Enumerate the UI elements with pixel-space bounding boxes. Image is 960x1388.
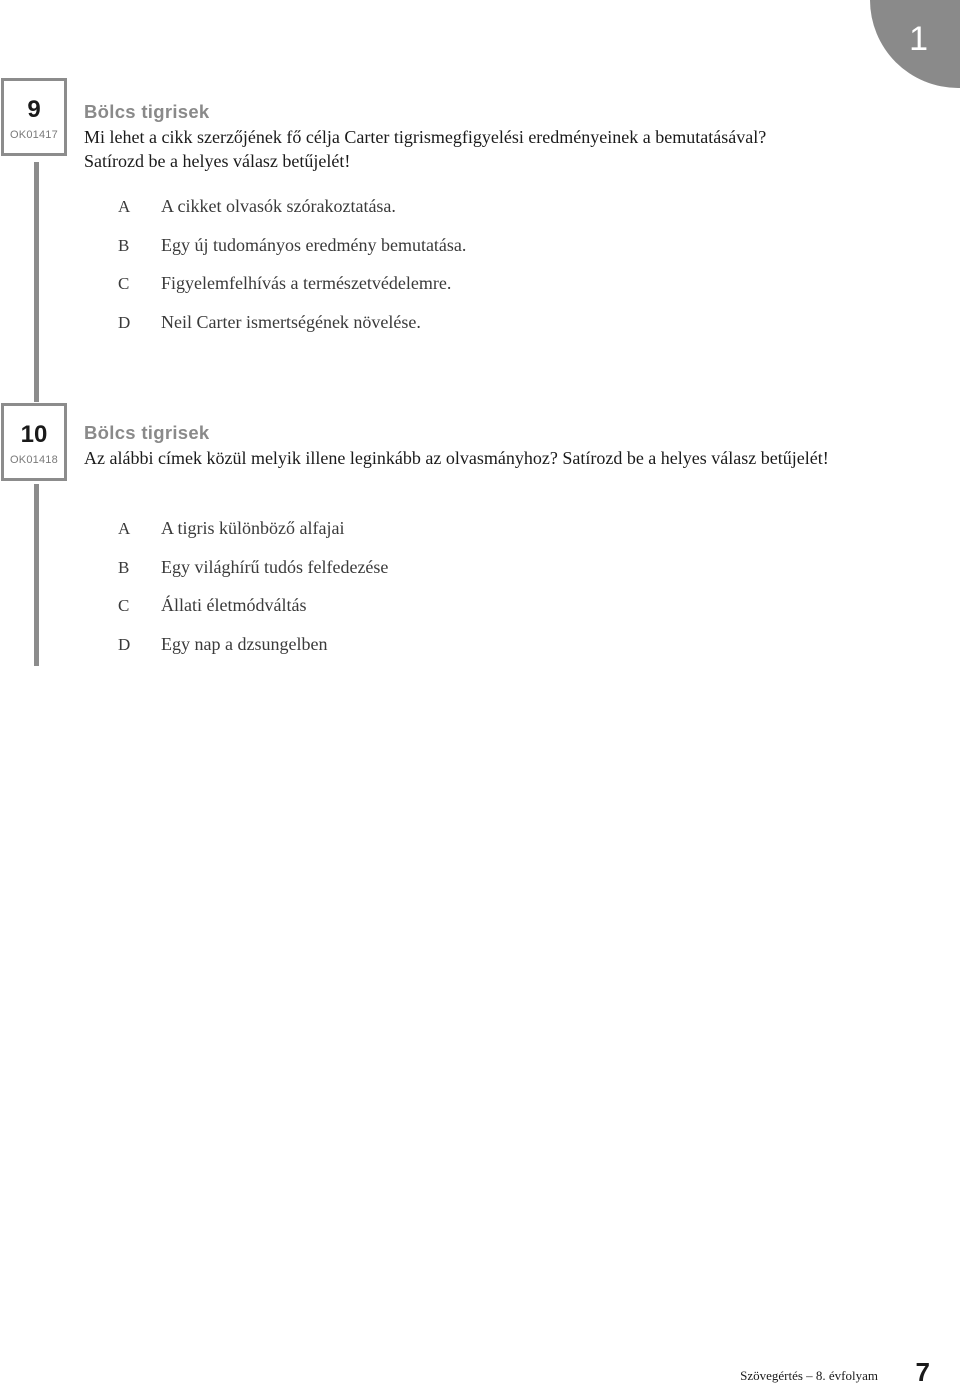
option-text: Figyelemfelhívás a természetvédelemre.: [161, 273, 452, 294]
option-text: A tigris különböző alfajai: [161, 518, 345, 538]
answer-option-d[interactable]: [118, 634, 388, 673]
answer-option-a[interactable]: [118, 518, 388, 557]
option-text: Egy világhírű tudós felfedezése: [161, 556, 389, 577]
option-letter[interactable]: A: [118, 197, 131, 216]
footer-subject: Szövegértés – 8. évfolyam: [740, 1368, 878, 1383]
page-footer: [740, 1357, 930, 1387]
option-letter[interactable]: C: [118, 274, 130, 294]
task-question: Mi lehet a cikk szerzőjének fő célja Carter tigrismegfigyelési eredményeinek a bemutatásával? Satírozd be a helyes válasz betűjelét!: [84, 127, 767, 171]
task-rail: [34, 484, 39, 666]
task-number-box: [1, 403, 67, 481]
page-number: 7: [915, 1357, 930, 1387]
task-code: OK01417: [10, 129, 58, 141]
answer-option-b[interactable]: [118, 235, 466, 274]
option-text: Neil Carter ismertségének növelése.: [161, 312, 421, 333]
option-text: Egy új tudományos eredmény bemutatása.: [161, 234, 467, 255]
task-title: Bölcs tigrisek: [84, 101, 210, 122]
answer-option-c[interactable]: [118, 595, 388, 634]
answer-option-a[interactable]: [118, 196, 466, 235]
task-title: Bölcs tigrisek: [84, 422, 210, 443]
answer-options: [118, 518, 388, 673]
option-text: Állati életmódváltás: [161, 595, 307, 616]
task-number: 9: [27, 96, 41, 123]
answer-option-c[interactable]: [118, 273, 466, 312]
option-letter[interactable]: B: [118, 557, 130, 577]
task-content: [84, 101, 900, 173]
task-question: Az alábbi címek közül melyik illene leginkább az olvasmányhoz? Satírozd be a helyes válasz betűjelét!: [84, 448, 829, 468]
answer-options: [118, 196, 466, 351]
option-letter[interactable]: A: [118, 519, 131, 538]
option-letter[interactable]: B: [118, 235, 130, 255]
option-text: A cikket olvasók szórakoztatása.: [161, 196, 396, 216]
answer-option-b[interactable]: [118, 557, 388, 596]
option-text: Egy nap a dzsungelben: [161, 634, 328, 655]
corner-tab: [870, 0, 960, 88]
answer-option-d[interactable]: [118, 312, 466, 351]
task-content: [84, 422, 900, 470]
task-number-box: [1, 78, 67, 156]
option-letter[interactable]: C: [118, 596, 130, 616]
option-letter[interactable]: D: [118, 635, 131, 655]
task-number: 10: [20, 421, 48, 448]
option-letter[interactable]: D: [118, 313, 131, 333]
corner-tab-label: 1: [909, 20, 928, 58]
task-rail: [34, 162, 39, 402]
task-code: OK01418: [10, 454, 58, 466]
